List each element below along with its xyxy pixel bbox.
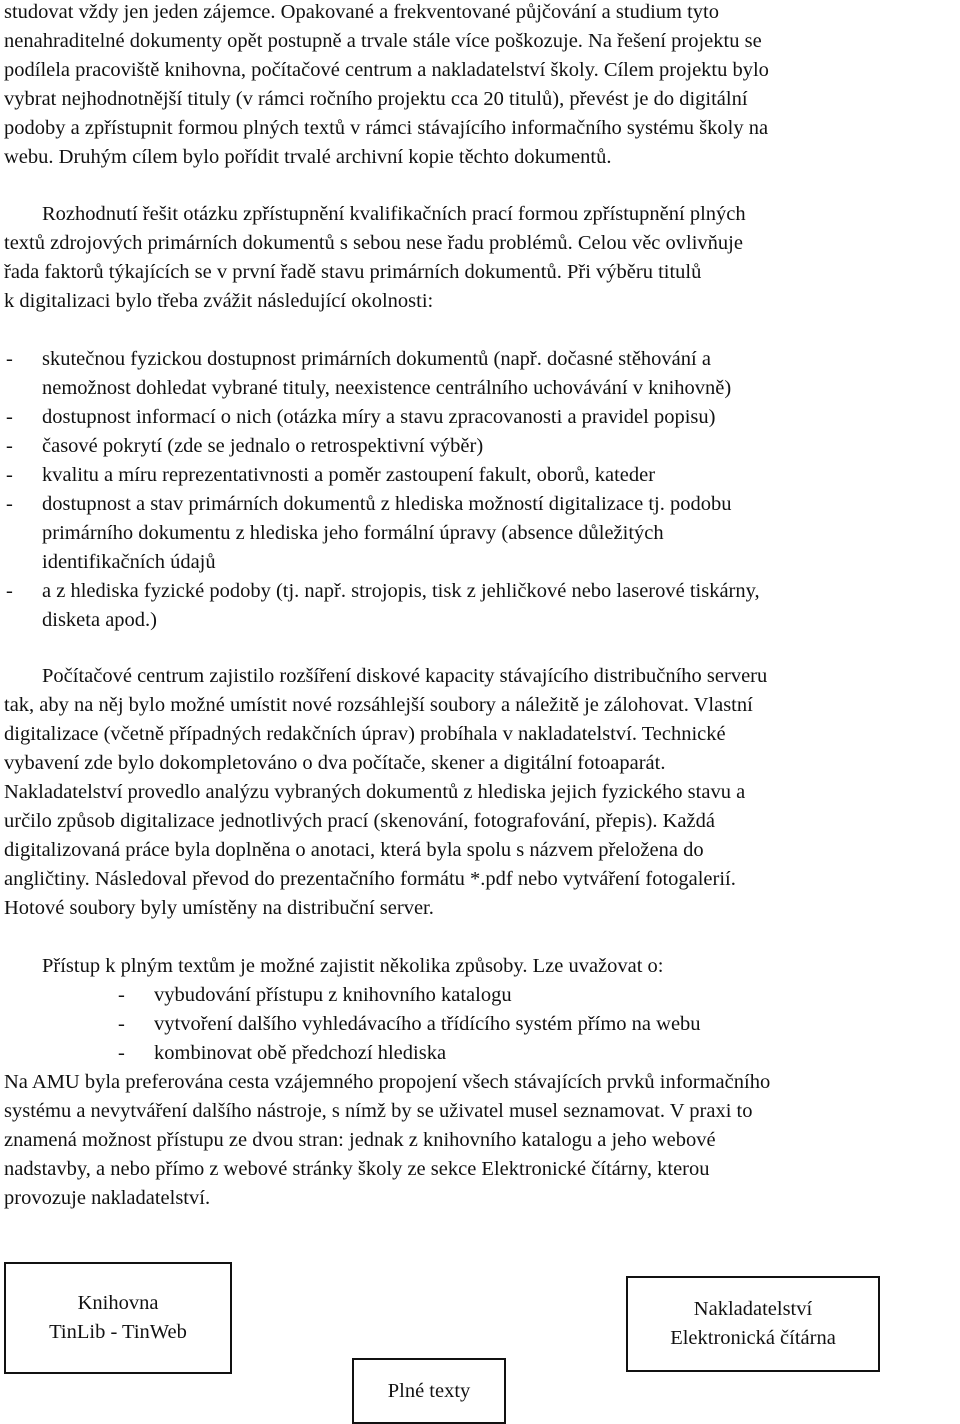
list-item: skutečnou fyzickou dostupnost primárních dokumentů (např. dočasné stěhování a <box>42 348 711 370</box>
text-line: znamená možnost přístupu ze dvou stran: jednak z knihovního katalogu a jeho webové <box>4 1129 716 1151</box>
list-item: kvalitu a míru reprezentativnosti a poměr zastoupení fakult, oborů, kateder <box>42 464 656 486</box>
publisher-box <box>626 1276 880 1372</box>
list-bullet: - <box>118 1042 125 1064</box>
text-line: nadstavby, a nebo přímo z webové stránky školy ze sekce Elektronické čítárny, kterou <box>4 1158 710 1180</box>
text-line: k digitalizaci bylo třeba zvážit následující okolnosti: <box>4 290 434 312</box>
box-label: Nakladatelství <box>693 1298 813 1321</box>
list-bullet: - <box>6 406 13 428</box>
list-bullet: - <box>6 464 13 486</box>
list-item: a z hlediska fyzické podoby (tj. např. strojopis, tisk z jehličkové nebo laserové tiskárny, <box>42 580 760 602</box>
box-label: Knihovna <box>77 1292 159 1315</box>
list-bullet: - <box>6 580 13 602</box>
text-line: Hotové soubory byly umístěny na distribuční server. <box>4 897 434 919</box>
list-item: časové pokrytí (zde se jednalo o retrospektivní výběr) <box>42 435 484 457</box>
text-line: nenahraditelné dokumenty opět postupně a trvale stále více poškozuje. Na řešení projektu se <box>4 30 762 52</box>
list-item: dostupnost a stav primárních dokumentů z hlediska možností digitalizace tj. podobu <box>42 493 732 515</box>
list-item: dostupnost informací o nich (otázka míry a stavu zpracovanosti a pravidel popisu) <box>42 406 716 428</box>
text-line: podílela pracoviště knihovna, počítačové centrum a nakladatelství školy. Cílem projektu bylo <box>4 59 769 81</box>
text-line: Nakladatelství provedlo analýzu vybraných dokumentů z hlediska jejich fyzického stavu a <box>4 781 746 803</box>
text-line: Rozhodnutí řešit otázku zpřístupnění kvalifikačních prací formou zpřístupnění plných <box>42 203 746 225</box>
text-line: digitalizace (včetně případných redakčních úprav) probíhala v nakladatelství. Technické <box>4 723 726 745</box>
text-line: studovat vždy jen jeden zájemce. Opakované a frekventované půjčování a studium tyto <box>4 1 719 23</box>
list-item: kombinovat obě předchozí hlediska <box>154 1042 447 1064</box>
list-bullet: - <box>6 348 13 370</box>
text-line: vybrat nejhodnotnější tituly (v rámci ročního projektu cca 20 titulů), převést je do digitální <box>4 88 748 110</box>
box-label: Elektronická čítárna <box>670 1327 836 1349</box>
text-line: textů zdrojových primárních dokumentů s sebou nese řadu problémů. Celou věc ovlivňuje <box>4 232 743 254</box>
text-line: určilo způsob digitalizace jednotlivých prací (skenování, fotografování, přepis). Každá <box>4 810 715 832</box>
list-item: vybudování přístupu z knihovního katalogu <box>154 984 512 1006</box>
text-line: vybavení zde bylo dokompletováno o dva počítače, skener a digitální fotoaparát. <box>4 752 666 774</box>
list-item-continuation: primárního dokumentu z hlediska jeho formální úpravy (absence důležitých <box>42 522 664 544</box>
text-line: podoby a zpřístupnit formou plných textů v rámci stávajícího informačního systému školy na <box>4 117 769 139</box>
text-line: digitalizovaná práce byla doplněna o anotaci, která byla spolu s názvem přeložena do <box>4 839 704 861</box>
text-line: angličtiny. Následoval převod do prezentačního formátu *.pdf nebo vytváření fotogalerií. <box>4 868 736 890</box>
list-bullet: - <box>6 435 13 457</box>
list-item: vytvoření dalšího vyhledávacího a třídícího systém přímo na webu <box>154 1013 701 1035</box>
list-item-continuation: nemožnost dohledat vybrané tituly, neexistence centrálního uchovávání v knihovně) <box>42 377 732 399</box>
text-line: webu. Druhým cílem bylo pořídit trvalé archivní kopie těchto dokumentů. <box>4 146 612 168</box>
text-line: Na AMU byla preferována cesta vzájemného propojení všech stávajících prvků informačního <box>4 1071 771 1093</box>
list-item-continuation: identifikačních údajů <box>42 551 216 573</box>
library-box <box>4 1262 232 1374</box>
text-line: systému a nevytváření dalšího nástroje, s nímž by se uživatel musel seznamovat. V praxi to <box>4 1100 753 1122</box>
box-label: Plné texty <box>387 1379 471 1402</box>
list-bullet: - <box>6 493 13 515</box>
list-bullet: - <box>118 1013 125 1035</box>
list-bullet: - <box>118 984 125 1006</box>
fulltext-box <box>352 1358 506 1424</box>
text-line: tak, aby na něj bylo možné umístit nové rozsáhlejší soubory a náležitě je zálohovat. Vlastní <box>4 694 753 716</box>
box-label: TinLib - TinWeb <box>49 1321 187 1343</box>
text-line: Přístup k plným textům je možné zajistit několika způsoby. Lze uvažovat o: <box>42 955 664 977</box>
text-line: provozuje nakladatelství. <box>4 1187 211 1209</box>
text-line: Počítačové centrum zajistilo rozšíření diskové kapacity stávajícího distribučního serveru <box>42 665 768 687</box>
text-line: řada faktorů týkajících se v první řadě stavu primárních dokumentů. Při výběru titulů <box>4 261 702 283</box>
list-item-continuation: disketa apod.) <box>42 609 157 631</box>
